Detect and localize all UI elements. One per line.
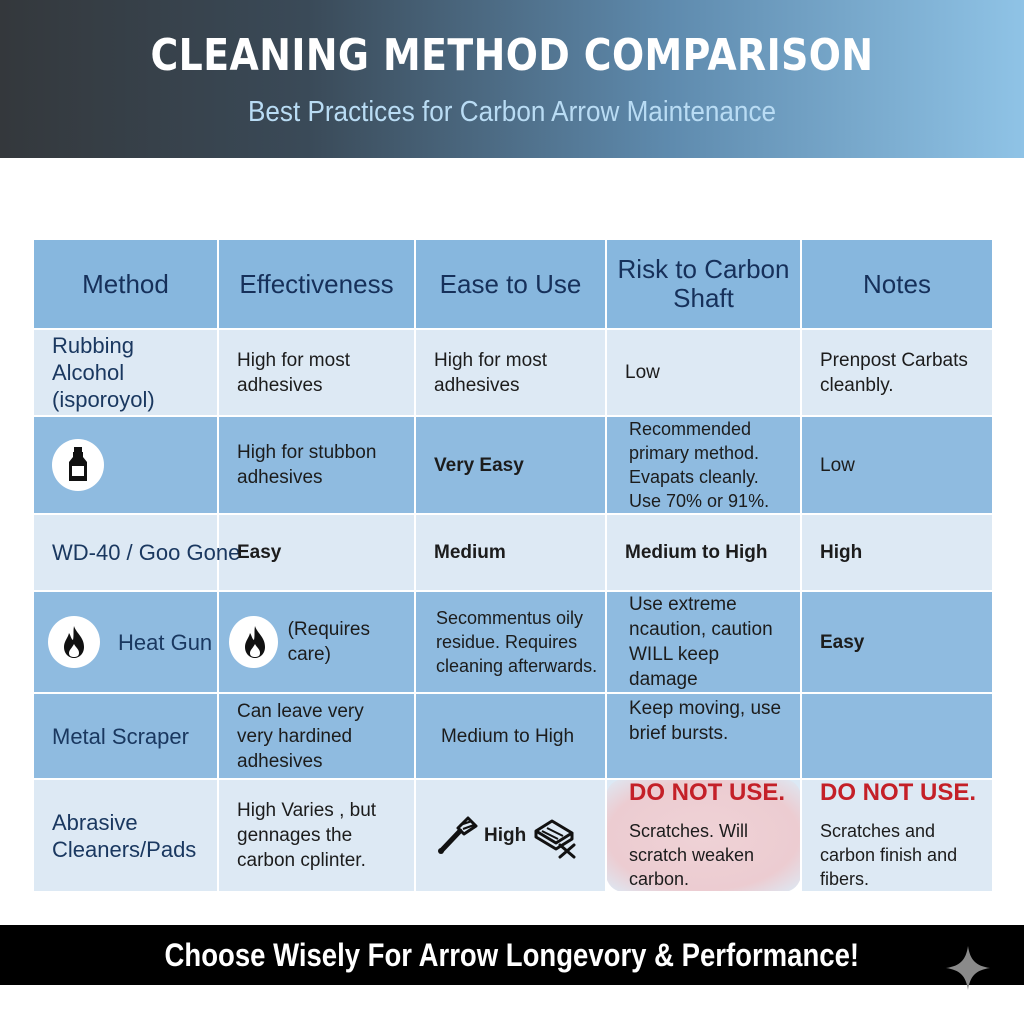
column-header-method: Method: [33, 239, 218, 329]
ease-cell: Very Easy: [415, 416, 606, 514]
table-row: [33, 416, 993, 514]
column-header-risk: Risk to Carbon Shaft: [606, 239, 801, 329]
risk-detail: Scratches. Will scratch weaken carbon.: [629, 821, 755, 889]
footer-banner: [0, 925, 1024, 985]
notes-cell: [801, 779, 993, 892]
notes-cell: High: [801, 514, 993, 591]
method-cell: Rubbing Alcohol (isporoyol): [33, 329, 218, 416]
effectiveness-cell: [218, 591, 415, 693]
scraper-icon: [434, 814, 478, 858]
method-cell: WD-40 / Goo Gone: [33, 514, 218, 591]
flame-icon: [229, 616, 278, 668]
risk-cell: Keep moving, use brief bursts.: [606, 693, 801, 779]
risk-warning: DO NOT USE.: [629, 779, 786, 806]
risk-cell: Recommended primary method. Evapats cleanly. Use 70% or 91%.: [606, 416, 801, 514]
page-subtitle: Best Practices for Carbon Arrow Maintenance: [247, 96, 777, 128]
column-header-ease: Ease to Use: [415, 239, 606, 329]
ease-label: High: [484, 825, 527, 846]
flame-icon: [48, 616, 100, 668]
method-cell: Abrasive Cleaners/Pads: [33, 779, 218, 892]
effectiveness-cell: Easy: [218, 514, 415, 591]
table-row: [33, 591, 993, 693]
notes-cell: Prenpost Carbats cleanbly.: [801, 329, 993, 416]
effectiveness-cell: High Varies , but gennages the carbon cplinter.: [218, 779, 415, 892]
abrasive-pad-icon: [532, 813, 578, 859]
table-row: [33, 693, 993, 779]
notes-detail: Scratches and carbon finish and fibers.: [820, 821, 958, 889]
effectiveness-cell: Can leave very very hardined adhesives: [218, 693, 415, 779]
table-header-row: [33, 239, 993, 329]
notes-cell: Low: [801, 416, 993, 514]
table-row: [33, 329, 993, 416]
table-row: [33, 514, 993, 591]
effectiveness-cell: High for stubbon adhesives: [218, 416, 415, 514]
ease-cell: Medium to High: [415, 693, 606, 779]
notes-cell: [801, 693, 993, 779]
ease-cell: [415, 779, 606, 892]
risk-cell: Use extreme ncaution, caution WILL keep damage: [606, 591, 801, 693]
notes-cell: Easy: [801, 591, 993, 693]
comparison-table: [32, 238, 992, 889]
method-cell: [33, 416, 218, 514]
notes-warning: DO NOT USE.: [820, 779, 977, 806]
column-header-notes: Notes: [801, 239, 993, 329]
risk-cell: Low: [606, 329, 801, 416]
risk-cell: [606, 779, 801, 892]
ease-cell: High for most adhesives: [415, 329, 606, 416]
header-banner: [0, 0, 1024, 158]
table-row: [33, 779, 993, 892]
footer-text: Choose Wisely For Arrow Longevory & Performance!: [164, 937, 860, 973]
risk-cell: Medium to High: [606, 514, 801, 591]
column-header-effectiveness: Effectiveness: [218, 239, 415, 329]
effectiveness-cell: High for most adhesives: [218, 329, 415, 416]
ease-cell: Secommentus oily residue. Requires cleaning afterwards.: [415, 591, 606, 693]
ease-cell: Medium: [415, 514, 606, 591]
bottle-icon: [52, 439, 104, 491]
method-cell: [33, 591, 218, 693]
effectiveness-label: (Requires care): [287, 619, 370, 665]
method-cell: Metal Scraper: [33, 693, 218, 779]
sparkle-icon: [944, 944, 992, 992]
method-label: Heat Gun: [118, 629, 213, 655]
page-title: CLEANING METHOD COMPARISON: [150, 30, 874, 81]
